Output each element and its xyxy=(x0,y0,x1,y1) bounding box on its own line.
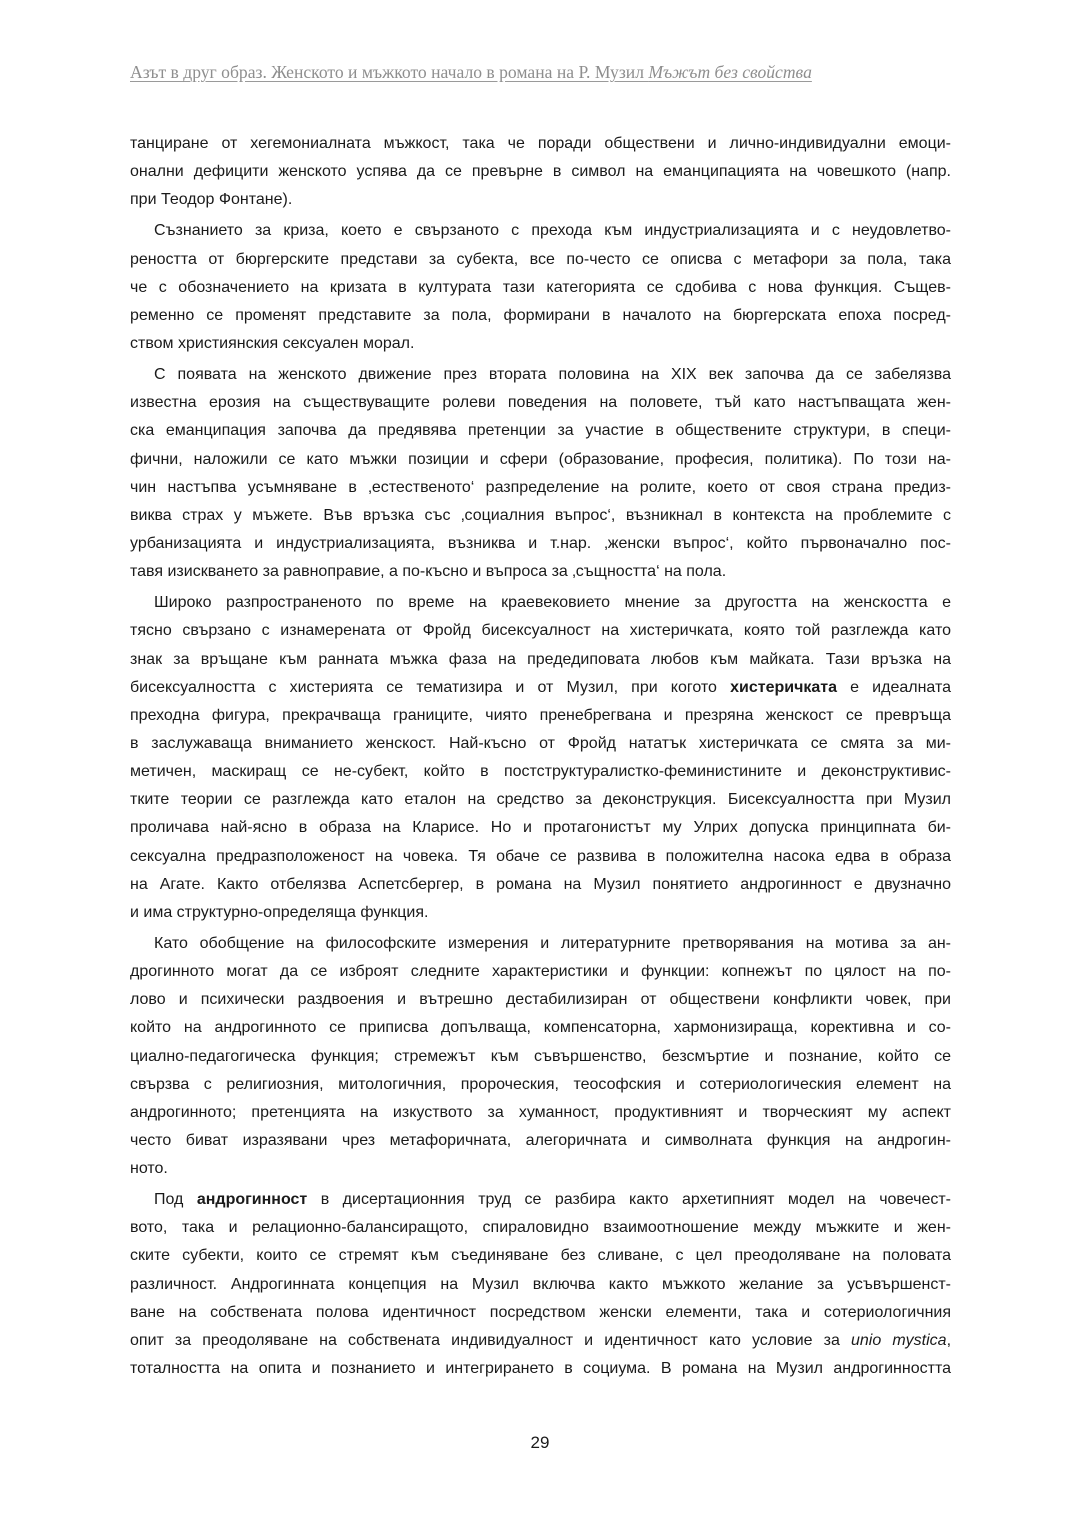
text-run: дрогинното могат да се изброят следните характеристики и функции: копнежът по цялост на по- xyxy=(130,963,951,981)
text-run: често биват изразявани чрез метафоричната, алегоричната и символната функция на андрогин- xyxy=(130,1131,951,1149)
text-line xyxy=(130,786,951,814)
text-run: циално-педагогическа функция; стремежът към съвършенство, безсмъртие и познание, който се xyxy=(130,1047,951,1065)
paragraph xyxy=(130,1186,951,1383)
text-run: преходна фигура, прекрачваща границите, чиято пренебрегвана и презряна женскост се превръща xyxy=(130,706,951,724)
text-line xyxy=(130,1214,951,1242)
text-line xyxy=(130,1355,951,1383)
page-number: 29 xyxy=(530,1433,550,1452)
running-header-book-title: Мъжът без свойства xyxy=(648,62,812,82)
text-run: и има структурно-определяща функция. xyxy=(130,903,429,921)
text-line xyxy=(130,302,951,330)
text-line xyxy=(130,843,951,871)
text-run: опит за преодоляване на собствената индивидуалност и идентичност като условие за xyxy=(130,1331,851,1349)
text-line xyxy=(130,1155,951,1183)
text-line xyxy=(130,186,951,214)
text-line xyxy=(130,474,951,502)
text-line xyxy=(130,361,951,389)
text-line xyxy=(130,646,951,674)
paragraph xyxy=(130,217,951,358)
text-line xyxy=(130,217,951,245)
paragraph xyxy=(130,361,951,586)
paragraph xyxy=(130,130,951,214)
text-line xyxy=(130,1099,951,1127)
text-line xyxy=(130,1271,951,1299)
text-line xyxy=(130,814,951,842)
text-run: виква страх у мъжете. Във връзка със ‚социалния въпрос‘, възникнал в контекста на проблемите с xyxy=(130,506,951,524)
text-line xyxy=(130,730,951,758)
text-run: чин настъпва усъмняване в ‚естественото‘ разпределение на ролите, което от своя страна предиз- xyxy=(130,478,951,496)
italic-term: unio mystica xyxy=(850,1331,947,1349)
text-line xyxy=(130,389,951,417)
bold-term: андрогинност xyxy=(196,1191,308,1209)
text-run: ване на собствената полова идентичност посредством женски елементи, така и сотериологичния xyxy=(130,1303,951,1321)
body-text xyxy=(130,130,951,1383)
text-line xyxy=(130,530,951,558)
text-run: свързва с религиозния, митологичния, пророческия, теософския и сотериологическия елемент на xyxy=(130,1075,951,1093)
text-run: тясно свързано с изнамерената от Фройд бисексуалност на хистеричката, която той разглежда като xyxy=(130,622,951,640)
paragraph xyxy=(130,930,951,1183)
text-run: ска еманципация започва да предявява претенции за участие в обществените структури, в специ- xyxy=(130,422,951,440)
text-run: , xyxy=(946,1331,952,1349)
text-run: онални дефицити женското успява да се превърне в символ на еманципацията на човешкото (напр. xyxy=(130,163,951,181)
text-line xyxy=(130,1127,951,1155)
text-run: тоталността на опита и познанието и интегрирането в социума. В романа на Музил андрогинността xyxy=(130,1360,951,1378)
text-line xyxy=(130,958,951,986)
text-run: който на андрогинното се приписва допълваща, компенсаторна, хармонизираща, корективна и со- xyxy=(130,1019,951,1037)
text-line xyxy=(130,758,951,786)
text-run: ременно се променят представите за пола, формирани в началото на бюргерската епоха посред- xyxy=(130,306,951,324)
text-line xyxy=(130,1242,951,1270)
text-run: в дисертационния труд се разбира както архетипният модел на човечест- xyxy=(307,1191,952,1209)
text-line xyxy=(130,1299,951,1327)
text-line xyxy=(130,589,951,617)
text-line xyxy=(130,158,951,186)
text-run: фични, наложили се като мъжки позиции и сфери (образование, професия, политика). По този на- xyxy=(130,450,951,468)
text-line xyxy=(130,1186,951,1214)
text-run: различност. Андрогинната концепция на Музил включва както мъжкото желание за усъвършенст- xyxy=(130,1275,951,1293)
text-run: тките теории се разглежда като еталон на средство за деконструкция. Бисексуалността при Музил xyxy=(130,791,951,809)
text-run: в заслужаваща вниманието женскост. Най-късно от Фройд нататък хистеричката се смята за ми- xyxy=(130,734,951,752)
text-run: на Агате. Както отбелязва Аспетсбергер, в романа на Музил понятието андрогинност е двузначно xyxy=(130,875,951,893)
text-run: Под xyxy=(154,1191,197,1209)
text-run: ством християнския сексуален морал. xyxy=(130,334,415,352)
text-run: танциране от хегемониалната мъжкост, така че поради обществени и лично-индивидуални емоци- xyxy=(130,135,951,152)
text-run: че с обозначението на кризата в културата тази категорията се сдобива с нова функция. Същев- xyxy=(130,278,951,296)
text-run: Широко разпространеното по време на краевековието мнение за другостта на женскостта е xyxy=(154,594,951,612)
text-run: е идеалната xyxy=(837,678,952,696)
text-line xyxy=(130,502,951,530)
text-line xyxy=(130,1071,951,1099)
text-line xyxy=(130,1327,951,1355)
text-run: ното. xyxy=(130,1160,168,1178)
text-line xyxy=(130,1014,951,1042)
text-run: андрогинното; претенцията на изкуството за хуманност, продуктивният и творческият му аспект xyxy=(130,1103,951,1121)
text-run: сексуална предразположеност на човека. Тя обаче се развива в положителна насока едва в образа xyxy=(130,847,951,865)
text-run: при Теодор Фонтане). xyxy=(130,191,293,209)
text-run: бисексуалността с хистерията се тематизира и от Музил, при когото xyxy=(130,678,731,696)
text-line xyxy=(130,617,951,645)
text-run: С появата на женското движение през втората половина на XIX век започва да се забелязва xyxy=(154,366,951,384)
text-line xyxy=(130,702,951,730)
text-run: ските субекти, които се стремят към съединяване без сливане, с цел преодоляване на половата xyxy=(130,1247,951,1265)
running-header xyxy=(130,62,906,83)
text-run: знак за връщане към ранната мъжка фаза на предедиповата любов към майката. Тази връзка на xyxy=(130,650,951,668)
text-line xyxy=(130,558,951,586)
text-line xyxy=(130,871,951,899)
text-line xyxy=(130,899,951,927)
text-line xyxy=(130,130,951,158)
text-line xyxy=(130,330,951,358)
text-run: известна ерозия на съществуващите ролеви поведения на половете, тъй като настъпващата жен- xyxy=(130,394,951,412)
text-line xyxy=(130,274,951,302)
running-header-text: Азът в друг образ. Женското и мъжкото начало в романа на Р. Музил xyxy=(130,62,649,82)
text-run: урбанизацията и индустриализацията, възниква и т.нар. ‚женски въпрос‘, който първоначално пос- xyxy=(130,534,951,552)
text-run: проличава най-ясно в образа на Кларисе. Но и протагонистът му Улрих допуска принципната би- xyxy=(130,819,951,837)
text-line xyxy=(130,446,951,474)
text-line xyxy=(130,986,951,1014)
text-run: реността от бюргерските представи за субекта, все по-често се описва с метафори за пола, така xyxy=(130,250,951,268)
text-line xyxy=(130,930,951,958)
text-run: вото, така и релационно-балансиращото, спираловидно взаимоотношение между мъжките и жен- xyxy=(130,1219,951,1237)
text-run: Съзнанието за криза, което е свързаното с прехода към индустриализацията и с неудовлетво- xyxy=(154,222,951,240)
text-run: тавя изискването за равноправие, а по-късно и въпроса за ‚същността‘ на пола. xyxy=(130,563,727,581)
text-line xyxy=(130,1043,951,1071)
text-line xyxy=(130,417,951,445)
text-run: метичен, маскиращ се не-субект, който в постструктуралистко-феминистините и деконструктивис- xyxy=(130,763,951,781)
text-run: Като обобщение на философските измерения и литературните претворявания на мотива за ан- xyxy=(154,934,951,952)
text-line xyxy=(130,674,951,702)
text-line xyxy=(130,246,951,274)
bold-term: хистеричката xyxy=(730,678,837,696)
paragraph xyxy=(130,589,951,927)
text-run: лово и психически раздвоения и вътрешно дестабилизиран от обществени конфликти човек, при xyxy=(130,991,951,1009)
